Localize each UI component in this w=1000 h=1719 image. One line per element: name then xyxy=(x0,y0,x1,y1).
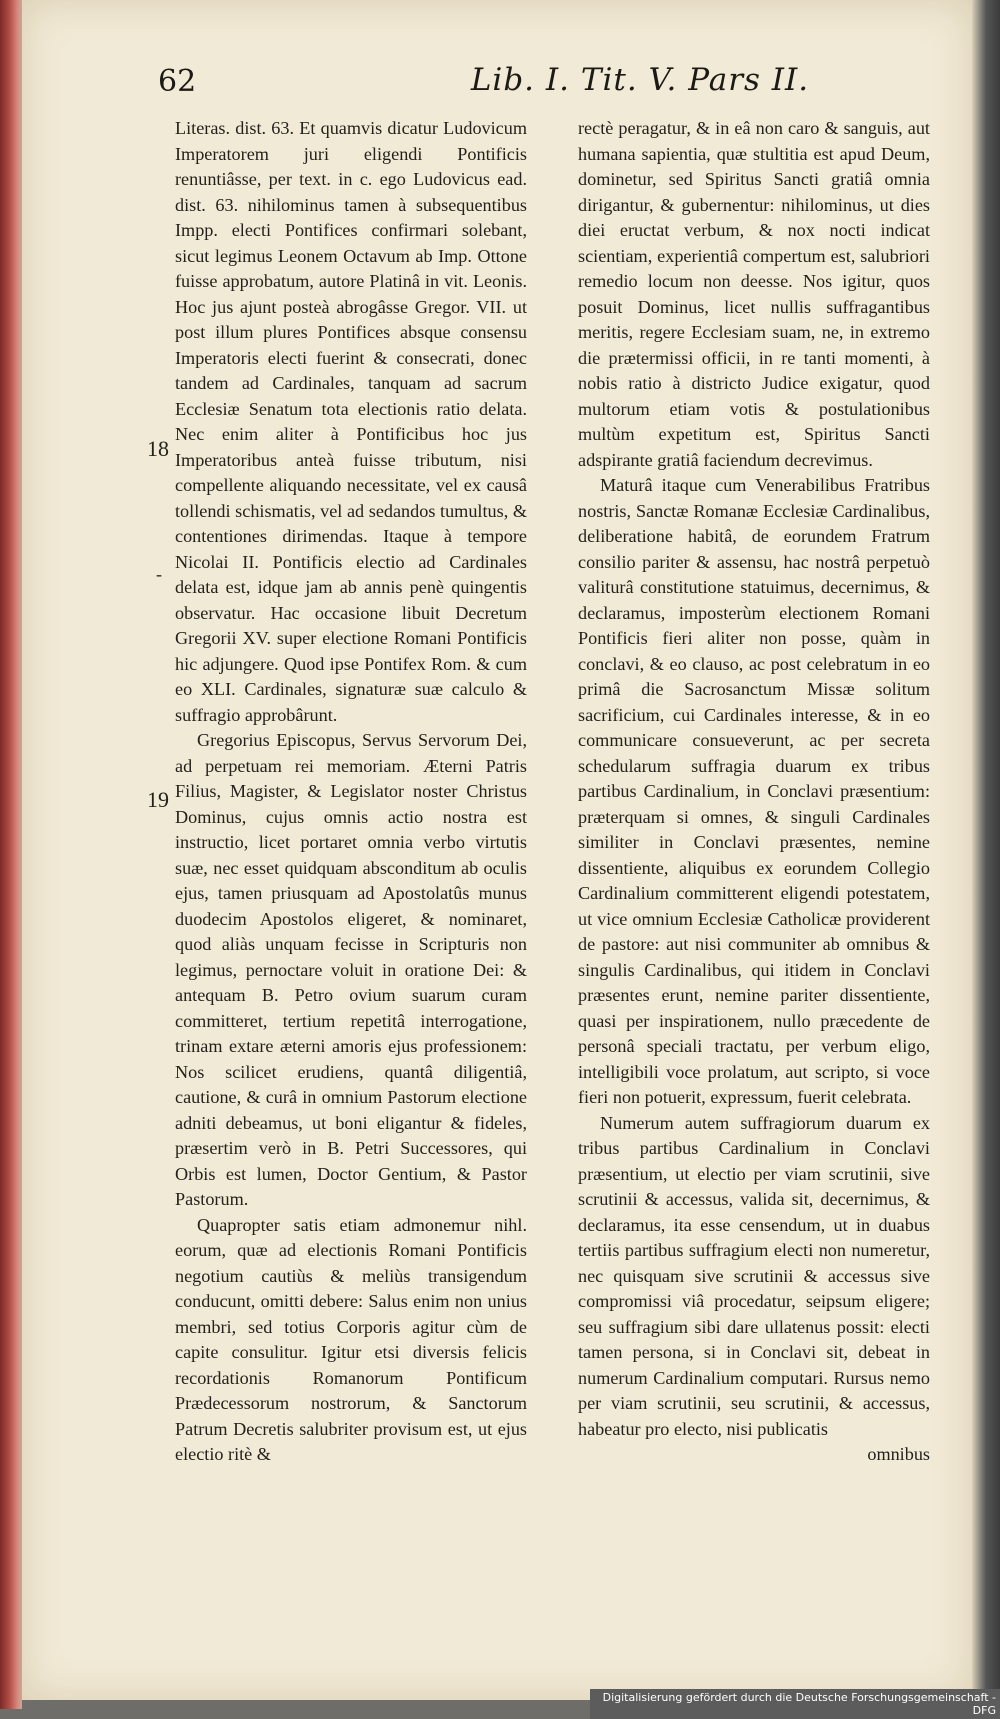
margin-number-18: 18 xyxy=(147,436,169,461)
right-column xyxy=(578,116,930,1468)
left-column xyxy=(175,116,527,1468)
paragraph: Maturâ itaque cum Venerabilibus Fratribus nostris, Sanctæ Romanæ Ecclesiæ Cardinalibus, deliberatione habitâ, de eorundem Fratrum consilio pariter & assensu, hac nostrâ perpetuò valiturâ constitutione statuimus, decernimus, & declaramus, imposterùm electionem Romani Pontificis fieri aliter non posse, quàm in conclavi, & eo clauso, ac post celebratum in eo primâ die Sacrosanctum Missæ solitum sacrificium, cui Cardinales interesse, & in eo communicare consueverunt, ac per secreta schedularum suffragia duarum ex tribus partibus Cardinalium, in Conclavi præsentium: præterquam si omnes, & singuli Cardinales similiter in Conclavi præsentes, nemine dissentiente, aliquibus ex eorundem Collegio Cardinalium committerent eligendi potestatem, ut vice omnium Ecclesiæ Catholicæ providerent de pastore: aut nisi communiter ab omnibus & singulis Cardinalibus, qui itidem in Conclavi præsentes erunt, nemine pariter dissentiente, quasi per inspirationem, nullo præcedente de personâ speciali tractatu, per verbum eligo, intelligibili voce prolatum, aut scripto, si voce fieri non potuerit, expressum, fuerit celebrata. xyxy=(578,475,930,1107)
paragraph: rectè peragatur, & in eâ non caro & sanguis, aut humana sapientia, quæ stultitia est apud Deum, dominetur, sed Spiritus Sancti gratiâ omnia dirigantur, & gubernentur: nihilominus, ut dies diei eructat verbum, & nox nocti indicat scientiam, experientiâ compertum est, salubriori remedio locum non deesse. Nos igitur, quos posuit Dominus, licet nullis suffragantibus meritis, regere Ecclesiam suam, ne, in extremo die prætermissi officii, in re tanti momenti, à nobis ratio à districto Judice exigatur, quod multorum etiam votis & postulationibus multùm expetitum est, Spiritus Sancti adspirante gratiâ faciendum decrevimus. xyxy=(578,118,930,470)
catchword: omnibus xyxy=(867,1444,930,1464)
margin-number-19: 19 xyxy=(147,787,169,812)
paragraph: Quapropter satis etiam admonemur nihl. eorum, quæ ad electionis Romani Pontificis negotium cautiùs & meliùs transigendum conducunt, omitti debere: Salus enim non unius membri, sed totius Corporis agitur cùm de capite consulitur. Igitur etsi diversis felicis recordationis Romanorum Pontificum Prædecessorum nostrorum, & Sanctorum Patrum Decretis salubriter provisum est, ut ejus electio ritè & xyxy=(175,1214,527,1464)
paragraph: Literas. dist. 63. Et quamvis dicatur Ludovicum Imperatorem juri eligendi Pontificis renuntiâsse, per text. in c. ego Ludovicus ead. dist. 63. nihilominus tamen à subsequentibus Impp. electi Pontifices confirmari solebant, sicut legimus Leonem Octavum ab Imp. Ottone fuisse approbatum, autore Platinâ in vit. Leonis. Hoc jus ajunt posteà abrogâsse Gregor. VII. ut post illum plures Pontifices absque consensu Imperatoris electi fuerint & consecrati, donec tandem ad Cardinales, tanquam ad sacrum Ecclesiæ Senatum tota electionis ratio delata. Nec enim aliter à Pontificibus hoc jus Imperatoribus anteà fuisse tributum, nisi compellente aliquando necessitate, vel ex causâ tollendi schismatis, vel ad sedandos tumultus, & contentiones dirimendas. Itaque à tempore Nicolai II. Pontificis electio ad Cardinales delata est, idque jam ab annis penè quingentis observatur. Hac occasione libuit Decretum Gregorii XV. super electione Romani Pontificis hic adjungere. Quod ipse Pontifex Rom. & cum eo XLI. Cardinales, signaturæ suæ calculo & suffragio approbârunt. xyxy=(175,118,527,725)
page-number: 62 xyxy=(158,64,197,99)
running-title: Lib. I. Tit. V. Pars II. xyxy=(470,62,810,98)
paragraph: Numerum autem suffragiorum duarum ex tribus partibus Cardinalium in Conclavi præsentium, ut electio per viam scrutinii, sive scrutinii & accessus, valida sit, decernimus, & declaramus, ita esse censendum, ut in duabus tertiis partibus suffragium electi non numeretur, nec quisquam sive scrutinii & accessus sive compromissi viâ procedatur, seipsum eligere; seu suffragium sibi dare ullatenus possit: electi tamen persona, si in Conclavi sit, debeat in numerum Cardinalium computari. Rursus nemo per viam scrutinii, seu scrutinii, & accessus, habeatur pro electo, nisi publicatis xyxy=(578,1112,930,1439)
page-edge xyxy=(972,0,1000,1709)
paragraph: Gregorius Episcopus, Servus Servorum Dei, ad perpetuam rei memoriam. Æterni Patris Filius, Magister, & Legislator noster Christus Dominus, cujus omnis actio nostra est instructio, licet portaret omnia verbo virtutis suæ, nec esset quidquam absconditum ab oculis ejus, tamen priusquam ad Apostolatûs munus duodecim Apostolos eligeret, & nominaret, quod aliàs unquam fecisse in Scripturis non legimus, pernoctare voluit in oratione Dei: & antequam B. Petro ovium suarum curam committeret, tertium repetitâ interrogatione, trinam extare æterni amoris ejus professionem: Nos scilicet erudiens, quantâ diligentiâ, cautione, & curâ in omnium Pastorum electione adniti debeamus, ut boni eligantur & fideles, præsertim verò in B. Petri Successores, qui Orbis est lumen, Doctor Gentium, & Pastor Pastorum. xyxy=(175,730,527,1209)
margin-mark: - xyxy=(156,564,162,584)
book-binding xyxy=(0,0,22,1709)
digitization-footer: Digitalisierung gefördert durch die Deutsche Forschungsgemeinschaft - DFG xyxy=(590,1689,1000,1719)
